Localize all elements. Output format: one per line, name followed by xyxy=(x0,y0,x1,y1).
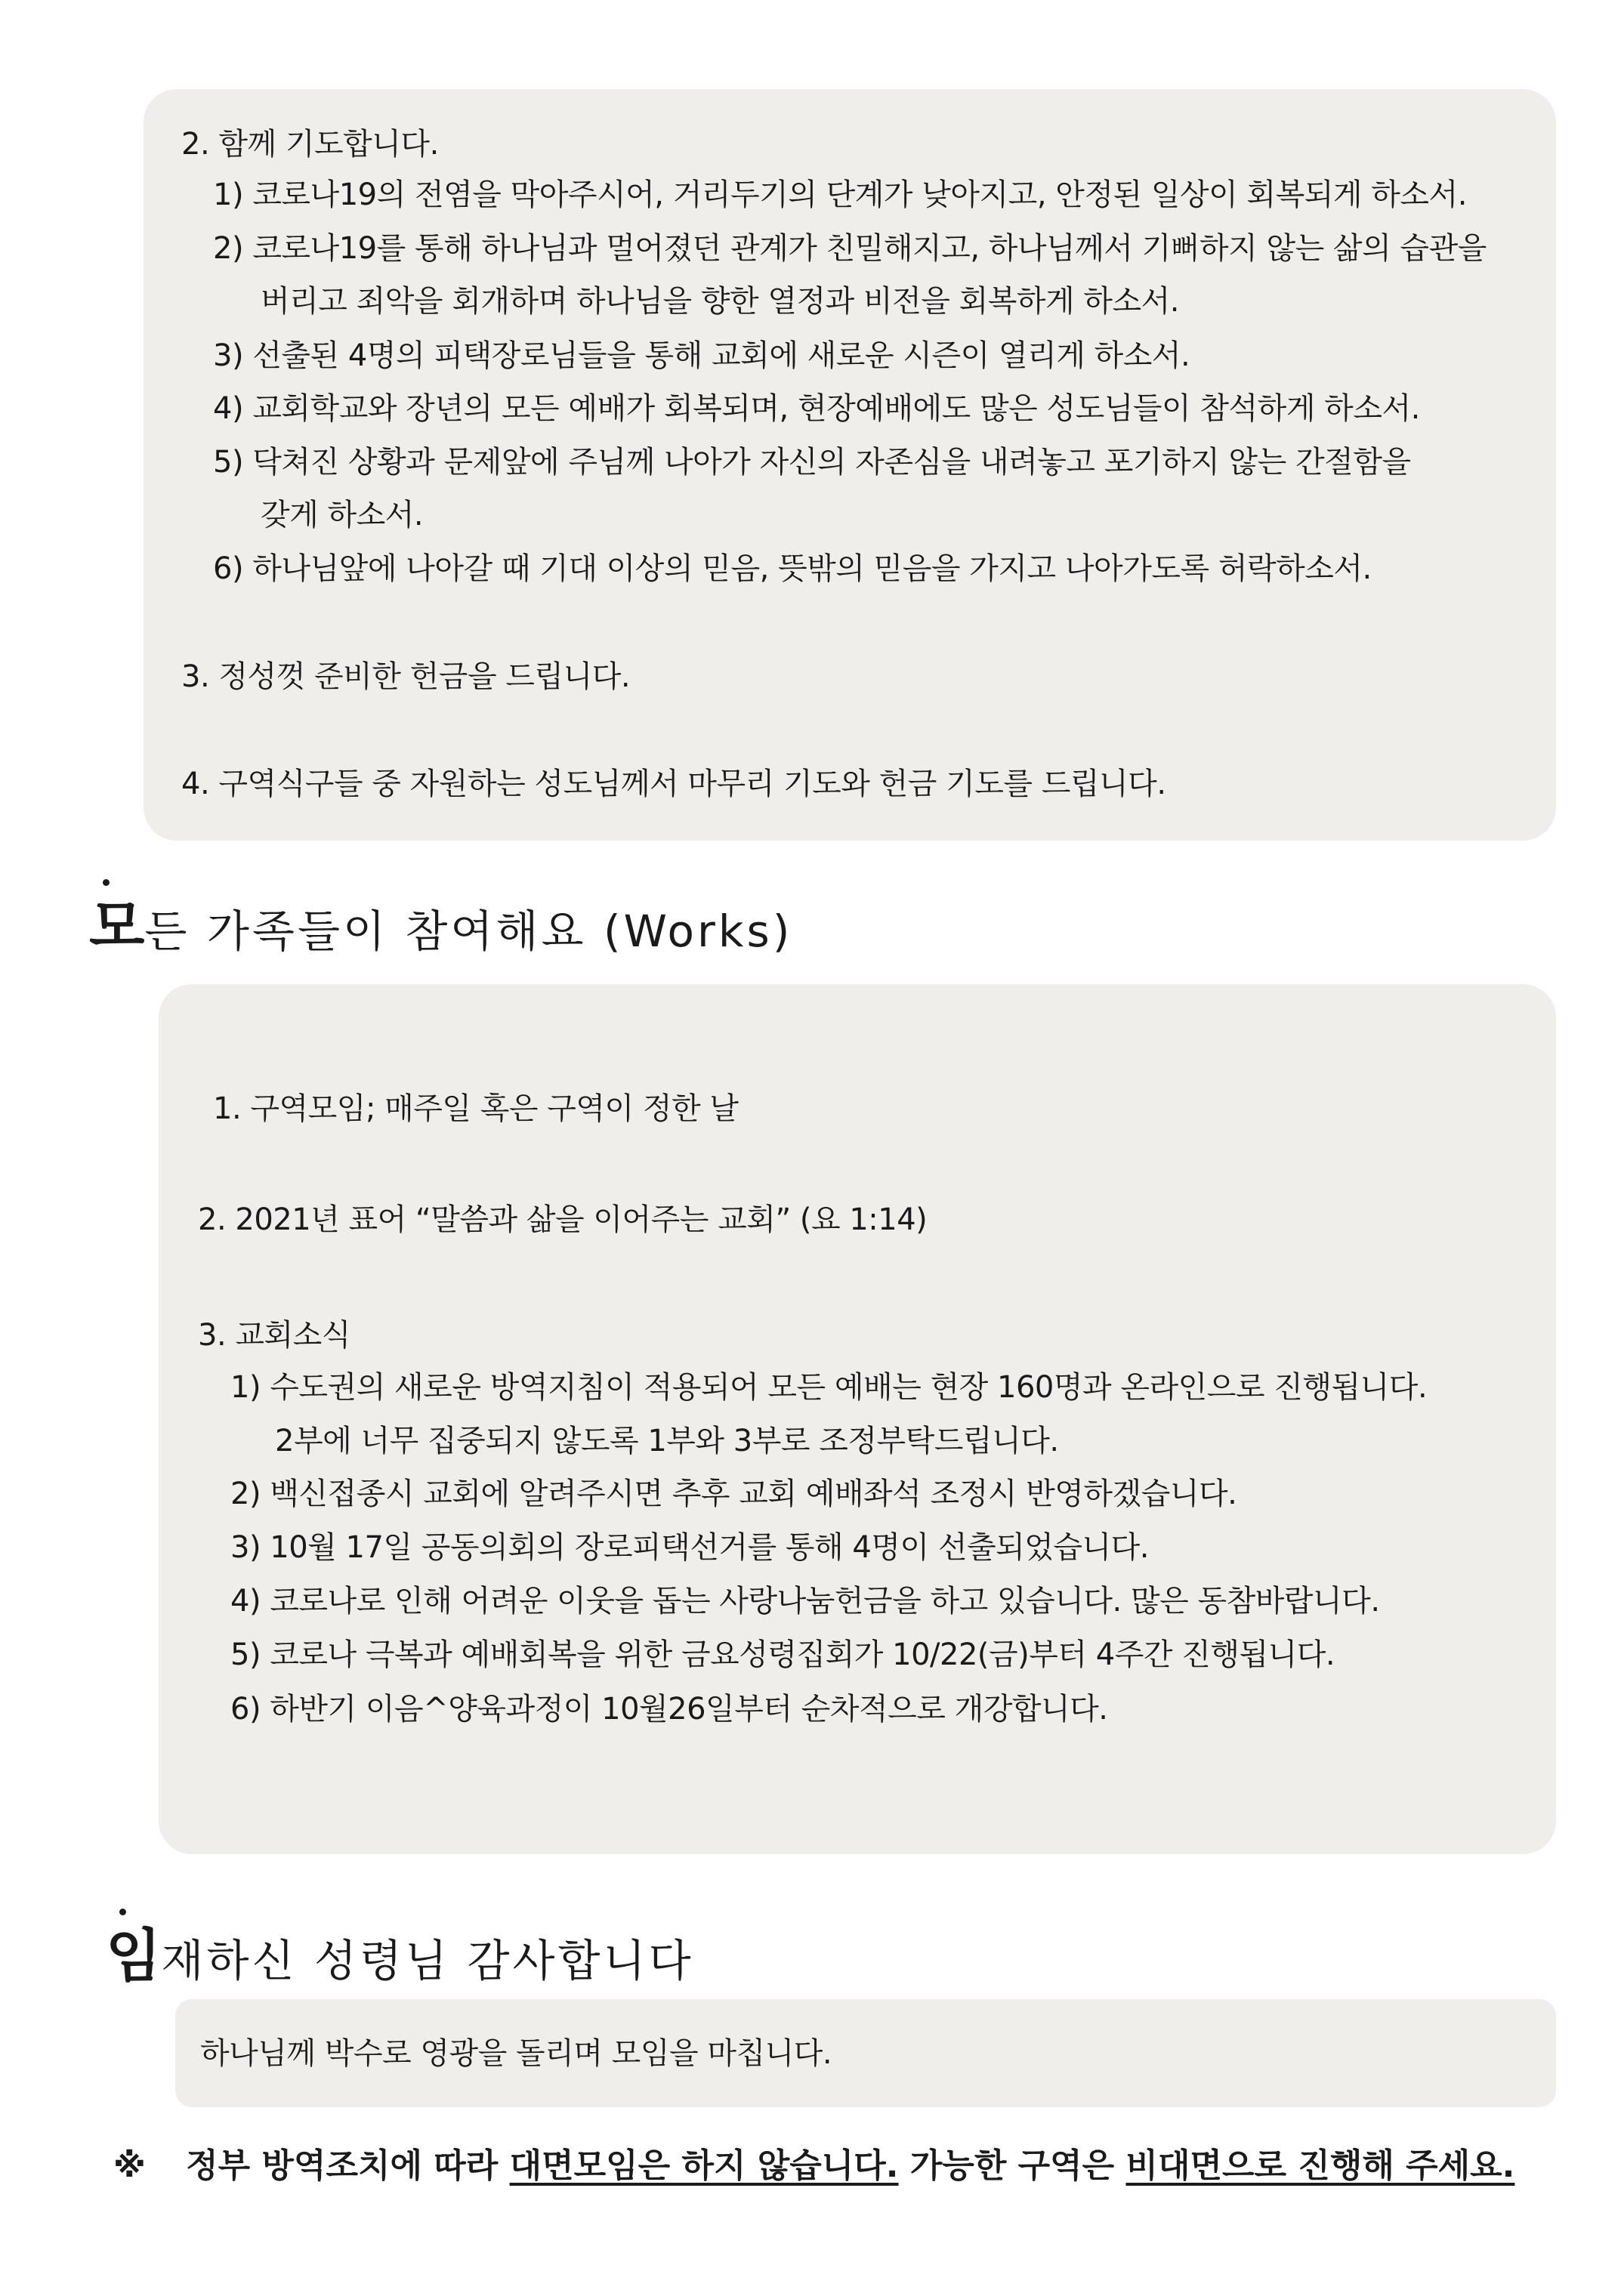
prayer-1: 1) 코로나19의 전염을 막아주시어, 거리두기의 단계가 낮아지고, 안정된 일상이 회복되게 하소서. xyxy=(213,177,1467,212)
works-heading-rest: 든 가족들이 참여해요 (Works) xyxy=(144,906,793,957)
notice-part4: 비대면으로 진행해 주세요. xyxy=(1125,2146,1515,2185)
closing-heading xyxy=(106,1922,694,1989)
notice-mark: ※ xyxy=(113,2146,146,2185)
closing-text-bold1: 마무리 기도 xyxy=(687,767,841,801)
works-item-1: 1. 구역모임; 매주일 혹은 구역이 정한 날 xyxy=(213,1091,739,1126)
closing-text: 하나님께 박수로 영광을 돌리며 모임을 마칩니다. xyxy=(200,2036,832,2071)
prayer-3: 3) 선출된 4명의 피택장로님들을 통해 교회에 새로운 시즌이 열리게 하소서. xyxy=(213,338,1190,373)
offering-item xyxy=(181,658,630,696)
works-heading xyxy=(89,893,793,960)
news-4: 4) 코로나로 인해 어려운 이웃을 돕는 사랑나눔헌금을 하고 있습니다. 많은 동참바랍니다. xyxy=(230,1584,1380,1619)
works-item-3 xyxy=(198,1316,350,1354)
notice-line xyxy=(113,2145,1514,2187)
notice-part2: 대면모임은 하지 않습니다. xyxy=(509,2146,899,2185)
news-heading-num: 3. xyxy=(198,1318,236,1353)
closing-text-mid: 와 xyxy=(841,767,879,801)
offering-text-pre: 3. 정성껏 준비한 xyxy=(181,659,410,694)
prayer-2-cont: 버리고 죄악을 회개하며 하나님을 향한 열정과 비전을 회복하게 하소서. xyxy=(261,284,1179,319)
closing-text-pre: 4. 구역식구들 중 자원하는 성도님께서 xyxy=(181,767,688,801)
offering-text-post: 을 드립니다. xyxy=(467,659,631,694)
prayer-5-cont: 갖게 하소서. xyxy=(261,498,424,532)
closing-text-post: 를 드립니다. xyxy=(1003,767,1166,801)
works-item-2 xyxy=(198,1201,927,1239)
notice-part1: 정부 방역조치에 따라 xyxy=(186,2146,510,2185)
news-6: 6) 하반기 이음^양육과정이 10월26일부터 순차적으로 개강합니다. xyxy=(230,1692,1108,1727)
news-5: 5) 코로나 극복과 예배회복을 위한 금요성령집회가 10/22(금)부터 4주간 진행됩니다. xyxy=(230,1637,1335,1672)
motto-post: (요 1:14) xyxy=(790,1202,928,1237)
works-heading-first-char: 모 xyxy=(89,893,145,960)
news-1-cont: 2부에 너무 집중되지 않도록 1부와 3부로 조정부탁드립니다. xyxy=(275,1424,1059,1458)
news-heading: 교회소식 xyxy=(235,1318,350,1353)
closing-heading-first-char: 임 xyxy=(106,1922,162,1989)
motto-text: “말씀과 삶을 이어주는 교회” xyxy=(415,1202,791,1237)
closing-text-bold2: 헌금 기도 xyxy=(878,767,1004,801)
closing-heading-rest: 재하신 성령님 감사합니다 xyxy=(161,1935,694,1986)
offering-text-bold: 헌금 xyxy=(409,659,468,694)
news-1: 1) 수도권의 새로운 방역지침이 적용되어 모든 예배는 현장 160명과 온라인으로 진행됩니다. xyxy=(230,1370,1428,1405)
item2-title: 2. 함께 기도합니다. xyxy=(181,127,439,162)
prayer-5: 5) 닥쳐진 상황과 문제앞에 주님께 나아가 자신의 자존심을 내려놓고 포기하지 않는 간절함을 xyxy=(213,445,1411,480)
motto-pre: 2. 2021년 표어 xyxy=(198,1202,416,1237)
prayer-4: 4) 교회학교와 장년의 모든 예배가 회복되며, 현장예배에도 많은 성도님들이 참석하게 하소서. xyxy=(213,391,1420,426)
closing-prayer-item xyxy=(181,765,1166,803)
prayer-2: 2) 코로나19를 통해 하나님과 멀어졌던 관계가 친밀해지고, 하나님께서 기뻐하지 않는 삶의 습관을 xyxy=(213,231,1487,266)
news-2: 2) 백신접종시 교회에 알려주시면 추후 교회 예배좌석 조정시 반영하겠습니다. xyxy=(230,1477,1237,1511)
prayer-6: 6) 하나님앞에 나아갈 때 기대 이상의 믿음, 뜻밖의 믿음을 가지고 나아가도록 허락하소서. xyxy=(213,551,1372,586)
notice-part3: 가능한 구역은 xyxy=(898,2146,1126,2185)
news-3: 3) 10월 17일 공동의회의 장로피택선거를 통해 4명이 선출되었습니다. xyxy=(230,1530,1150,1565)
